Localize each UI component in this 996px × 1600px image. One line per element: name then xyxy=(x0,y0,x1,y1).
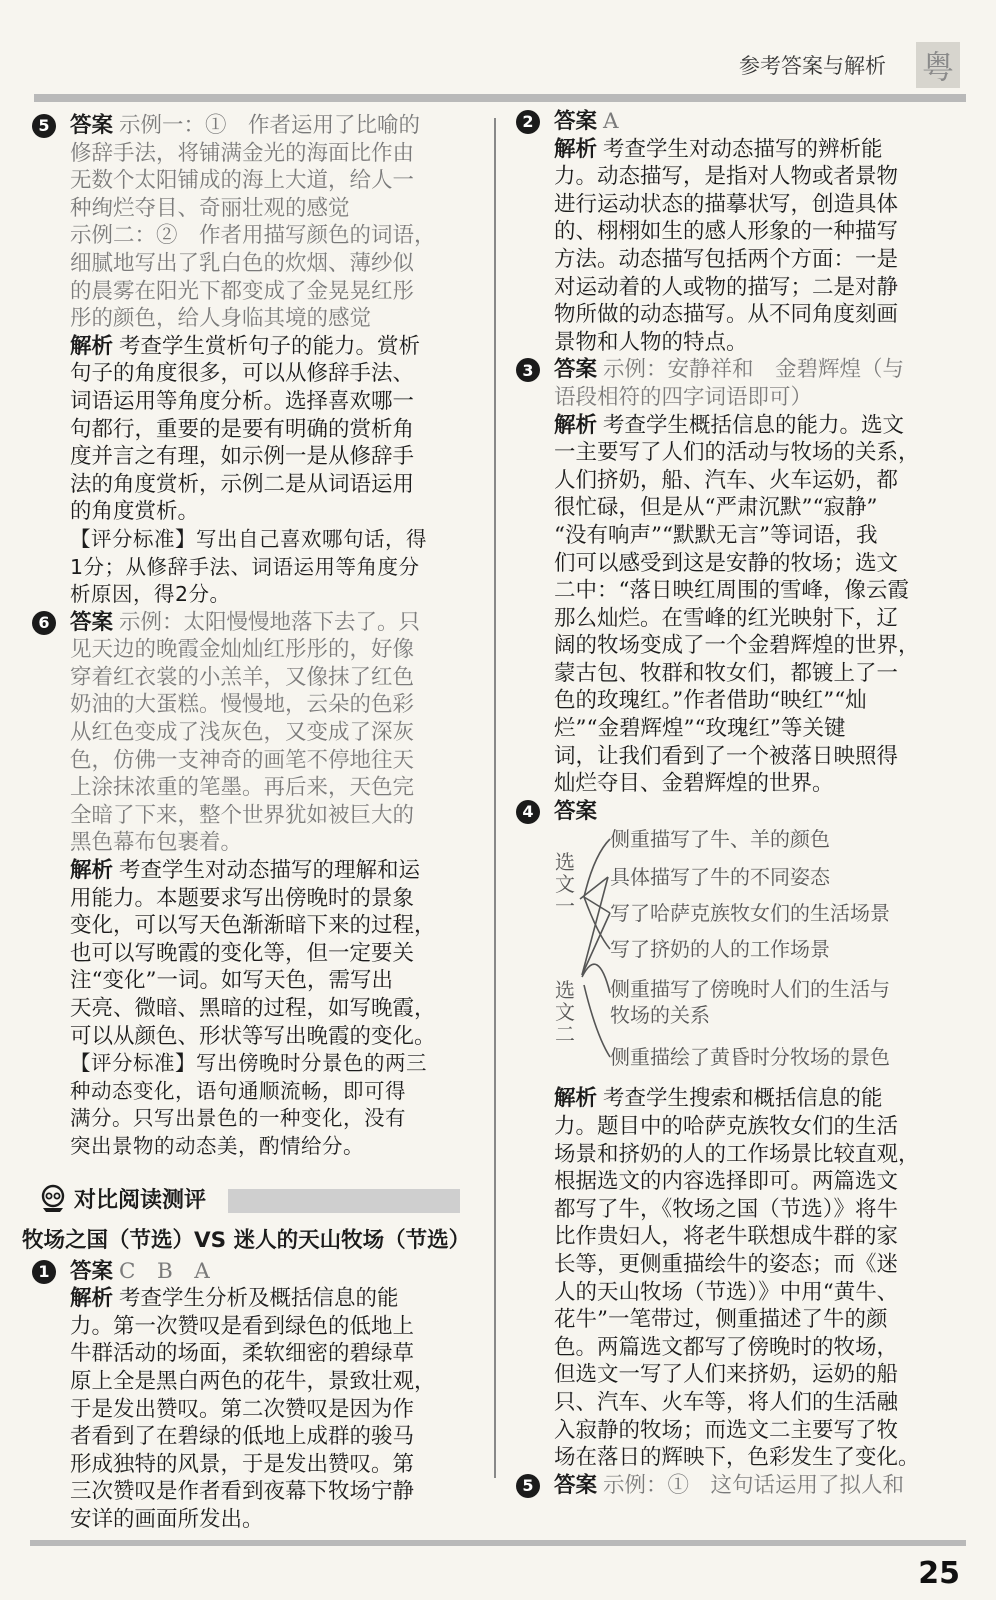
section-bar xyxy=(228,1189,460,1213)
answer-line: 无数个太阳铺成的海上大道，给人一 xyxy=(70,168,415,194)
analysis-line: 形成独特的风景，于是发出赞叹。第 xyxy=(70,1451,415,1477)
question-number: 6 xyxy=(32,611,56,635)
analysis-line: 烂”“金碧辉煌”“玫瑰红”等关键 xyxy=(554,716,846,742)
section-header xyxy=(30,1181,470,1217)
reader-icon xyxy=(38,1183,68,1213)
answer-line: 示例二：② 作者用描写颜色的词语， xyxy=(70,223,436,249)
analysis-line: 的角度赏析。 xyxy=(70,499,200,525)
analysis-line: 力。题目中的哈萨克族牧女们的生活 xyxy=(554,1114,899,1140)
scoring-line: 突出景物的动态美，酌情给分。 xyxy=(70,1133,364,1158)
question-5 xyxy=(30,112,470,609)
answer-line: 穿着红衣裳的小羔羊，又像抹了红色 xyxy=(70,664,415,690)
analysis-line: 安详的画面所发出。 xyxy=(70,1506,264,1532)
match-item: 写了挤奶的人的工作场景 xyxy=(610,937,830,962)
match-item: 侧重描绘了黄昏时分牧场的景色 xyxy=(610,1045,890,1070)
article-title: 牧场之国（节选）VS 迷人的天山牧场（节选） xyxy=(22,1227,471,1253)
header-title: 参考答案与解析 xyxy=(739,54,886,78)
analysis-line: 灿烂夺目、金碧辉煌的世界。 xyxy=(554,771,834,797)
analysis-line: 根据选文的内容选择即可。两篇选文 xyxy=(554,1169,899,1195)
question-1 xyxy=(30,1258,470,1534)
answer-line: 全暗了下来，整个世界犹如被巨大的 xyxy=(70,802,415,828)
answer-line: 修辞手法，将铺满金光的海面比作由 xyxy=(70,140,415,166)
question-3 xyxy=(514,356,944,798)
analysis-line: 花牛”一笔带过，侧重描述了牛的颜 xyxy=(554,1307,888,1333)
analysis-text: 考查学生分析及概括信息的能 xyxy=(119,1286,399,1312)
analysis-line: 可以从颜色、形状等写出晚霞的变化。 xyxy=(70,1023,436,1049)
group-label-1: 选文一 xyxy=(555,850,575,919)
answer-text: 示例：安静祥和 金碧辉煌（与 xyxy=(603,357,905,383)
analysis-label: 解析 xyxy=(554,1086,598,1112)
answer-text: 示例：太阳慢慢地落下去了。只 xyxy=(119,609,421,635)
analysis-line: 二中：“落日映红周围的雪峰，像云霞 xyxy=(554,578,909,604)
analysis-label: 解析 xyxy=(70,333,114,359)
question-6 xyxy=(30,609,470,1161)
analysis-line: 都写了牛，《牧场之国（节选）》将牛 xyxy=(554,1196,899,1222)
analysis-text: 考查学生概括信息的能力。选文 xyxy=(603,412,905,438)
answer-line: 语段相符的四字词语即可） xyxy=(554,384,813,410)
answer-label: 答案 xyxy=(554,798,598,824)
analysis-line: 句都行，重要的是要有明确的赏析角 xyxy=(70,416,415,442)
answer-label: 答案 xyxy=(70,1258,114,1284)
header-rule xyxy=(34,94,966,102)
answer-text: 示例：① 这句话运用了拟人和 xyxy=(603,1472,905,1498)
answer-line: 见天边的晚霞金灿灿红彤彤的，好像 xyxy=(70,637,415,663)
analysis-line: 方法。动态描写包括两个方面：一是 xyxy=(554,246,899,272)
match-item: 牧场的关系 xyxy=(610,1003,710,1028)
question-number: 4 xyxy=(516,800,540,824)
analysis-label: 解析 xyxy=(554,412,598,438)
analysis-line: 也可以写晚霞的变化等，但一定要关 xyxy=(70,940,415,966)
header-badge: 粤 xyxy=(916,42,960,88)
question-4 xyxy=(514,798,944,826)
right-column xyxy=(514,108,944,1499)
analysis-line: 色的玫瑰红。”作者借助“映红”“灿 xyxy=(554,688,867,714)
question-number: 1 xyxy=(32,1260,56,1284)
group-label-2: 选文二 xyxy=(555,978,575,1047)
answer-line: 奶油的大蛋糕。慢慢地，云朵的色彩 xyxy=(70,692,415,718)
analysis-label: 解析 xyxy=(70,858,114,884)
analysis-label: 解析 xyxy=(70,1286,114,1312)
analysis-line: 天亮、微暗、黑暗的过程，如写晚霞， xyxy=(70,996,436,1021)
analysis-line: “没有响声”“默默无言”等词语，我 xyxy=(554,522,878,548)
analysis-line: 变化，可以写天色渐渐暗下来的过程， xyxy=(70,913,436,939)
analysis-line: 们可以感受到这是安静的牧场；选文 xyxy=(554,550,899,576)
answer-line: 色，仿佛一支神奇的画笔不停地往天 xyxy=(70,747,415,773)
question-number: 5 xyxy=(32,114,56,138)
scoring-line: 析原因，得2分。 xyxy=(70,582,231,607)
answer-label: 答案 xyxy=(70,113,114,138)
analysis-text: 考查学生对动态描写的辨析能 xyxy=(603,136,883,162)
section-title: 对比阅读测评 xyxy=(74,1187,207,1213)
question-number: 3 xyxy=(516,358,540,382)
scoring-line: 种动态变化，语句通顺流畅，即可得 xyxy=(70,1078,406,1103)
analysis-line: 长等，更侧重描绘牛的姿态；而《迷 xyxy=(554,1252,899,1277)
question-number: 2 xyxy=(516,110,540,134)
analysis-line: 比作贵妇人，将老牛联想成牛群的家 xyxy=(554,1224,899,1250)
answer-line: 从红色变成了浅灰色，又变成了深灰 xyxy=(70,720,415,746)
analysis-line: 法的角度赏析，示例二是从词语运用 xyxy=(70,471,415,497)
analysis-line: 场在落日的辉映下，色彩发生了变化。 xyxy=(554,1445,920,1471)
answer-text: C B A xyxy=(119,1258,210,1284)
analysis-line: 注“变化”一词。如写天色，需写出 xyxy=(70,968,393,994)
answer-line: 种绚烂夺目、奇丽壮观的感觉 xyxy=(70,195,350,221)
answer-label: 答案 xyxy=(554,357,598,383)
analysis-label: 解析 xyxy=(554,136,598,162)
matching-diagram xyxy=(514,825,944,1079)
analysis-line: 阔的牧场变成了一个金碧辉煌的世界， xyxy=(554,633,920,659)
analysis-line: 三次赞叹是作者看到夜幕下牧场宁静 xyxy=(70,1479,415,1505)
analysis-line: 人们挤奶，船、汽车、火车运奶，都 xyxy=(554,467,899,493)
match-item: 侧重描写了傍晚时人们的生活与 xyxy=(610,977,890,1002)
analysis-line: 度并言之有理，如示例一是从修辞手 xyxy=(70,444,415,470)
match-item: 侧重描写了牛、羊的颜色 xyxy=(610,827,830,852)
analysis-line: 力。第一次赞叹是看到绿色的低地上 xyxy=(70,1313,415,1339)
analysis-line: 力。动态描写，是指对人物或者景物 xyxy=(554,164,899,190)
analysis-line: 物所做的动态描写。从不同角度刻画 xyxy=(554,302,899,328)
analysis-line: 入寂静的牧场；而选文二主要写了牧 xyxy=(554,1417,899,1443)
analysis-line: 的、栩栩如生的感人形象的一种描写 xyxy=(554,219,899,245)
analysis-line: 句子的角度很多，可以从修辞手法、 xyxy=(70,361,415,387)
analysis-line: 用能力。本题要求写出傍晚时的景象 xyxy=(70,885,415,911)
analysis-line: 者看到了在碧绿的低地上成群的骏马 xyxy=(70,1424,415,1450)
analysis-line: 色。两篇选文都写了傍晚时的牧场， xyxy=(554,1334,899,1360)
answer-line: 彤的颜色，给人身临其境的感觉 xyxy=(70,306,372,332)
question-2 xyxy=(514,108,944,356)
analysis-text: 考查学生对动态描写的理解和运 xyxy=(119,858,421,884)
analysis-text: 考查学生搜索和概括信息的能 xyxy=(603,1086,883,1112)
analysis-line: 一主要写了人们的活动与牧场的关系， xyxy=(554,440,920,466)
question-number: 5 xyxy=(516,1474,540,1498)
analysis-line: 对运动着的人或物的描写；二是对静 xyxy=(554,274,899,300)
footer-rule xyxy=(30,1540,966,1546)
analysis-line: 原上全是黑白两色的花牛，景致壮观， xyxy=(70,1368,436,1394)
analysis-line: 场景和挤奶的人的工作场景比较直观， xyxy=(554,1141,920,1167)
match-item: 具体描写了牛的不同姿态 xyxy=(610,865,830,890)
analysis-line: 很忙碌，但是从“严肃沉默”“寂静” xyxy=(554,495,878,521)
question-4-analysis xyxy=(514,1085,944,1471)
answer-label: 答案 xyxy=(554,1472,598,1498)
analysis-line: 进行运动状态的描摹状写，创造具体 xyxy=(554,191,899,217)
analysis-line: 于是发出赞叹。第二次赞叹是因为作 xyxy=(70,1396,415,1422)
match-item: 写了哈萨克族牧女们的生活场景 xyxy=(610,901,890,926)
answer-text: A xyxy=(603,109,619,134)
left-column xyxy=(22,112,471,1534)
answer-line: 的晨雾在阳光下都变成了金晃晃红彤 xyxy=(70,278,415,304)
answer-line: 黑色幕布包裹着。 xyxy=(70,830,243,856)
answer-label: 答案 xyxy=(554,109,598,134)
answer-text: 示例一：① 作者运用了比喻的 xyxy=(119,113,421,138)
analysis-line: 人的天山牧场（节选）》中用“黄牛、 xyxy=(554,1279,899,1305)
analysis-line: 词语运用等角度分析。选择喜欢哪一 xyxy=(70,388,415,414)
answer-label: 答案 xyxy=(70,609,114,635)
analysis-line: 词，让我们看到了一个被落日映照得 xyxy=(554,743,899,769)
column-divider xyxy=(494,118,496,1478)
scoring-line: 【评分标准】写出自己喜欢哪句话，得 xyxy=(70,526,427,551)
analysis-line: 牛群活动的场面，柔软细密的碧绿草 xyxy=(70,1341,415,1367)
question-5-b xyxy=(514,1472,944,1500)
scoring-line: 1分；从修辞手法、词语运用等角度分 xyxy=(70,554,420,579)
answer-line: 上涂抹浓重的笔墨。再后来，天色完 xyxy=(70,775,415,801)
analysis-line: 景物和人物的特点。 xyxy=(554,329,748,355)
scoring-line: 【评分标准】写出傍晚时分景色的两三 xyxy=(70,1051,427,1076)
scoring-line: 满分。只写出景色的一种变化，没有 xyxy=(70,1106,406,1131)
page-number: 25 xyxy=(918,1556,960,1591)
analysis-line: 蒙古包、牧群和牧女们，都镀上了一 xyxy=(554,660,899,686)
analysis-line: 但选文一写了人们来挤奶，运奶的船 xyxy=(554,1362,899,1388)
analysis-line: 只、汽车、火车等，将人们的生活融 xyxy=(554,1389,899,1415)
answer-line: 细腻地写出了乳白色的炊烟、薄纱似 xyxy=(70,250,415,276)
analysis-text: 考查学生赏析句子的能力。赏析 xyxy=(119,333,421,359)
analysis-line: 那么灿烂。在雪峰的红光映射下，辽 xyxy=(554,605,899,631)
